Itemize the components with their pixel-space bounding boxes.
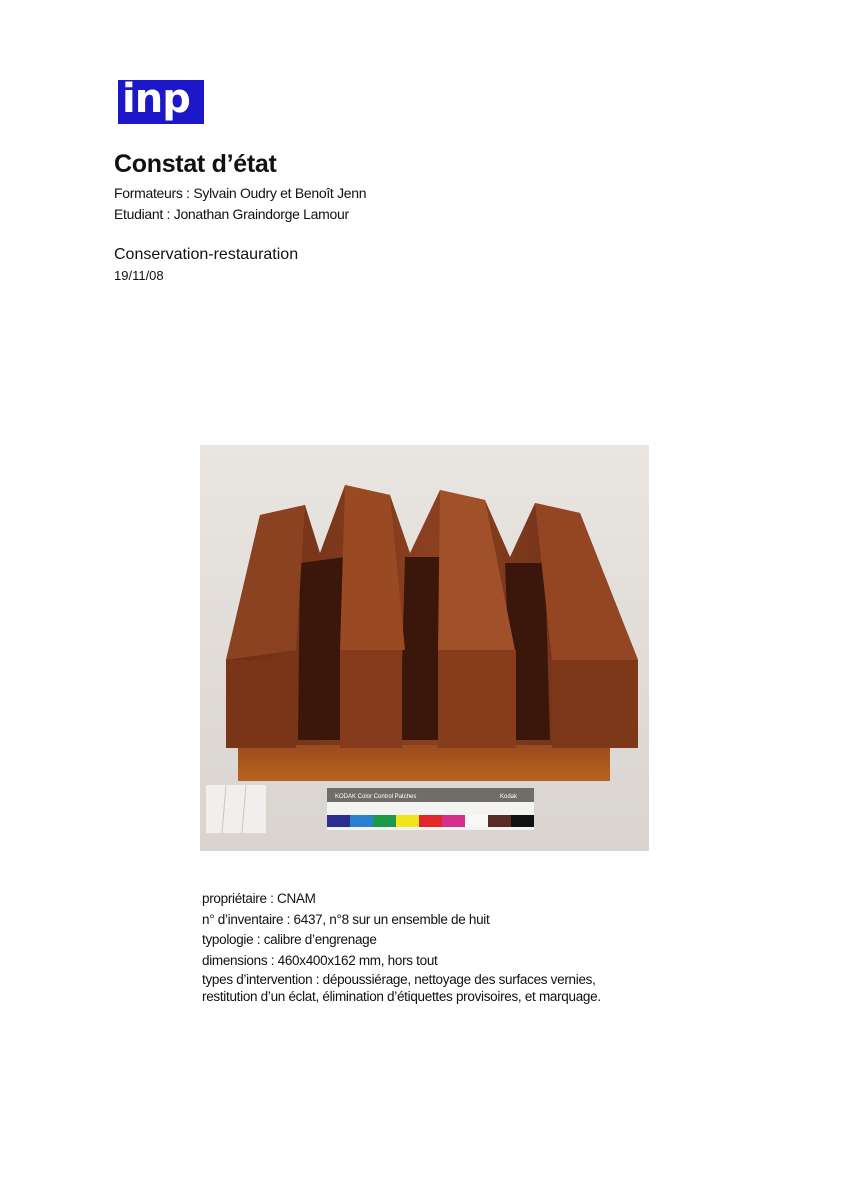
object-details (202, 889, 601, 1005)
page-title: Constat d’état (114, 150, 277, 178)
etudiant-line: Etudiant : Jonathan Graindorge Lamour (114, 206, 349, 222)
logo-text: inp (122, 76, 190, 122)
scale-card-label: KODAK Color Control Patches (335, 794, 417, 800)
color-patches (327, 815, 534, 827)
inventory-line: n° d’inventaire : 6437, n°8 sur un ensemble de huit (202, 911, 490, 927)
owner-line: propriétaire : CNAM (202, 891, 316, 906)
intervention-line-2: restitution d’un éclat, élimination d’étiquettes provisoires, et marquage. (202, 989, 601, 1004)
formateurs-line: Formateurs : Sylvain Oudry et Benoît Jenn (114, 185, 367, 201)
dimensions-line: dimensions : 460x400x162 mm, hors tout (202, 952, 438, 968)
inp-logo (118, 76, 204, 124)
gear-calibre-illustration (200, 445, 649, 851)
section-heading: Conservation-restauration (114, 246, 299, 263)
intervention-line-1: types d’intervention : dépoussiérage, nettoyage des surfaces vernies, (202, 972, 596, 987)
scale-card-brand: Kodak (500, 794, 518, 800)
object-photo (200, 445, 649, 851)
typology-line: typologie : calibre d’engrenage (202, 932, 377, 947)
report-date: 19/11/08 (114, 268, 164, 283)
